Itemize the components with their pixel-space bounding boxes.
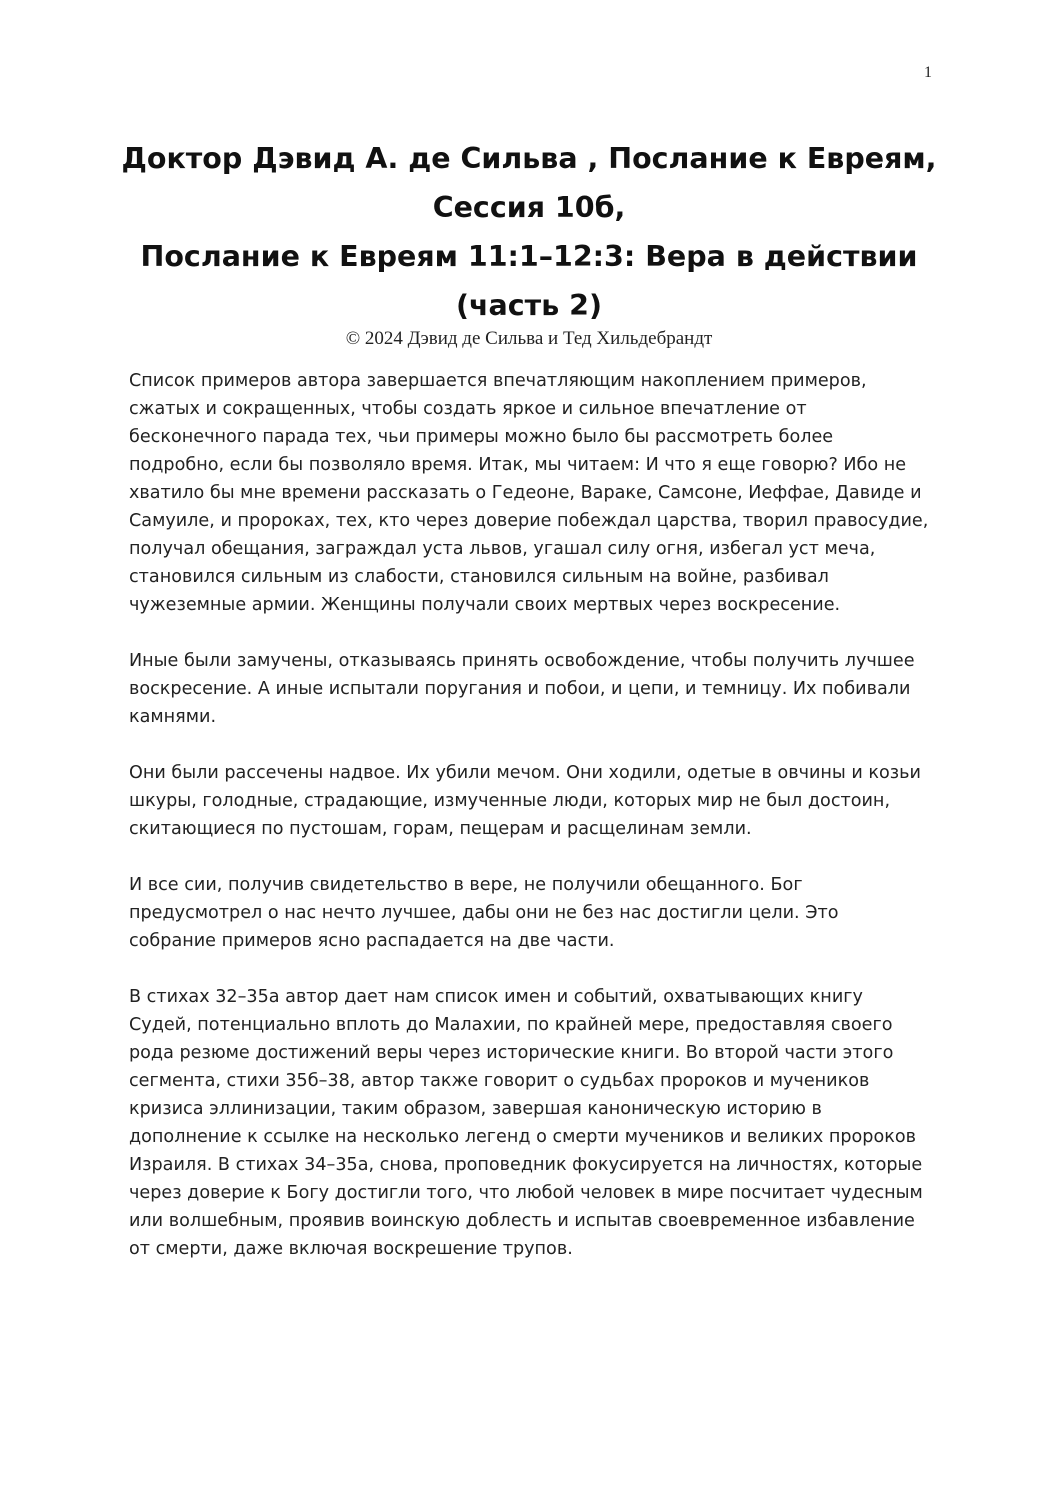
paragraph-1: Список примеров автора завершается впечатляющим накоплением примеров, сжатых и сокращенных, чтобы создать яркое и сильное впечатление от бесконечного парада тех, чьи примеры можно было бы рассмотреть более подробно, если бы позволяло время. Итак, мы читаем: И что я еще говорю? Ибо не хватило бы мне времени рассказать о Гедеоне, Вараке, Самсоне, Иеффае, Давиде и Самуиле, и пророках, тех, кто через доверие побеждал царства, творил правосудие, получал обещания, заграждал уста львов, угашал силу огня, избегал уст меча, становился сильным из слабости, становился сильным на войне, разбивал чужеземные армии. Женщины получали своих мертвых через воскресение. [129,371,929,615]
paragraph-4: И все сии, получив свидетельство в вере, не получили обещанного. Бог предусмотрел о нас нечто лучшее, дабы они не без нас достигли цели. Это собрание примеров ясно распадается на две части. [129,875,839,951]
page-number: 1 [924,64,932,81]
document-header [100,134,958,352]
title-line-2: Сессия 10б, [432,191,626,224]
paragraph-5: В стихах 32–35а автор дает нам список имен и событий, охватывающих книгу Судей, потенциально вплоть до Малахии, по крайней мере, предоставляя своего рода резюме достижений веры через исторические книги. Во второй части этого сегмента, стихи 35б–38, автор также говорит о судьбах пророков и мучеников кризиса эллинизации, таким образом, завершая каноническую историю в дополнение к ссылке на несколько легенд о смерти мучеников и великих пророков Израиля. В стихах 34–35а, снова, проповедник фокусируется на личностях, которые через доверие к Богу достигли того, что любой человек в мире посчитает чудесным или волшебным, проявив воинскую доблесть и испытав своевременное избавление от смерти, даже включая воскрешение трупов. [129,987,923,1259]
copyright-notice: © 2024 Дэвид де Сильва и Тед Хильдебрандт [345,328,713,349]
paragraph-3: Они были рассечены надвое. Их убили мечом. Они ходили, одетые в овчины и козьи шкуры, голодные, страдающие, измученные люди, которых мир не был достоин, скитающиеся по пустошам, горам, пещерам и расщелинам земли. [129,763,921,839]
document-body [129,367,929,1291]
title-line-1: Доктор Дэвид А. де Сильва , Послание к Евреям, [121,142,937,175]
title-line-4: (часть 2) [455,289,603,322]
title-line-3: Послание к Евреям 11:1–12:3: Вера в действии [140,240,918,273]
paragraph-2: Иные были замучены, отказываясь принять освобождение, чтобы получить лучшее воскресение. А иные испытали поругания и побои, и цепи, и темницу. Их побивали камнями. [129,651,915,727]
